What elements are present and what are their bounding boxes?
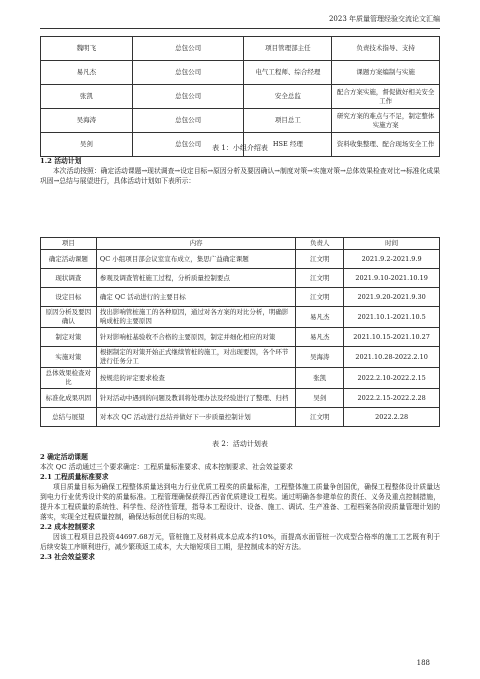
plan-header-cell: 负责人 xyxy=(296,238,344,250)
table1-caption: 表 1：小组介绍表 xyxy=(212,144,268,152)
plan-row xyxy=(41,307,440,328)
section-1-2 xyxy=(40,156,440,186)
plan-row-cell: 参观及调查管桩施工过程，分析质量控制要点 xyxy=(96,269,296,288)
team-row xyxy=(41,85,440,109)
team-row-cell: 负责技术指导、支持 xyxy=(332,37,440,61)
plan-row-cell: 2021.10.15-2021.10.27 xyxy=(344,328,440,347)
plan-row-cell: 2021.9.10-2021.10.19 xyxy=(344,269,440,288)
plan-row xyxy=(41,389,440,408)
plan-row-cell: 针对影响桩基验收不合格的主要原因，制定并细化相应的对策 xyxy=(96,328,296,347)
team-row-cell: 项目管理部主任 xyxy=(244,37,332,61)
plan-row-cell: 总体效果检查对比 xyxy=(41,368,97,389)
team-row-cell: 课题方案编制与实施 xyxy=(332,61,440,85)
header-rule xyxy=(40,28,440,29)
plan-header-cell: 时间 xyxy=(344,238,440,250)
team-row xyxy=(41,61,440,85)
team-row-cell: 总包公司 xyxy=(132,61,244,85)
team-row-cell: 吴海涛 xyxy=(41,109,133,133)
plan-row-cell: 江文明 xyxy=(296,250,344,269)
plan-row-cell: 江文明 xyxy=(296,408,344,427)
team-row-cell: 总包公司 xyxy=(132,85,244,109)
plan-row-cell: 按规范的评定要求检查 xyxy=(96,368,296,389)
running-header: 2023 年质量管理经验交流论文汇编 xyxy=(328,15,440,23)
plan-row xyxy=(41,269,440,288)
plan-row-cell: 对本次 QC 活动进行总结并做好下一步质量控制计划 xyxy=(96,408,296,427)
team-row-cell: 张凯 xyxy=(41,85,133,109)
plan-table xyxy=(40,237,440,427)
plan-row-cell: 确定 QC 活动进行的主要目标 xyxy=(96,288,296,307)
team-row-cell: 配合方案实施，督促做好相关安全工作 xyxy=(332,85,440,109)
section-1-2-paragraph: 本次活动按照：确定活动课题→现状调查→设定目标→原因分析及要因确认→制度对策→实施对策→总体效果检查对比→标准化成果巩固→总结与展望进行，具体活动计划如下表所示： xyxy=(40,167,440,185)
plan-row-cell: 吴海涛 xyxy=(296,347,344,368)
plan-row-cell: 江文明 xyxy=(296,288,344,307)
team-row-cell: 安全总监 xyxy=(244,85,332,109)
plan-row xyxy=(41,250,440,269)
plan-row-cell: 2021.9.2-2021.9.9 xyxy=(344,250,440,269)
plan-row-cell: 张凯 xyxy=(296,368,344,389)
plan-row-cell: QC 小组项目部会议室宣布成立，集思广益确定课题 xyxy=(96,250,296,269)
team-row-cell: 电气工程师、综合经理 xyxy=(244,61,332,85)
plan-row-cell: 2021.10.28-2022.2.10 xyxy=(344,347,440,368)
plan-row-cell: 易凡杰 xyxy=(296,328,344,347)
section-2-3-heading: 2.3 社会效益要求 xyxy=(40,553,95,561)
plan-header-cell: 项目 xyxy=(41,238,97,250)
team-row xyxy=(41,37,440,61)
plan-row-cell: 2022.2.28 xyxy=(344,408,440,427)
section-2-paragraph: 本次 QC 活动通过三个要求确定：工程质量标准要求、成本控制要求、社会效益要求 xyxy=(40,463,293,471)
page-number: 188 xyxy=(416,659,430,667)
plan-row xyxy=(41,347,440,368)
team-row-cell: 项目总工 xyxy=(244,109,332,133)
plan-row-cell: 确定活动课题 xyxy=(41,250,97,269)
plan-row-cell: 2022.2.15-2022.2.28 xyxy=(344,389,440,408)
plan-row-cell: 2022.2.10-2022.2.15 xyxy=(344,368,440,389)
team-table xyxy=(40,36,440,157)
team-row-cell: 总包公司 xyxy=(132,109,244,133)
table2-caption: 表 2：活动计划表 xyxy=(212,440,268,448)
plan-row xyxy=(41,408,440,427)
plan-row-cell: 现状调查 xyxy=(41,269,97,288)
plan-row xyxy=(41,328,440,347)
team-row-cell: HSE 经理 xyxy=(244,133,332,157)
section-2-2-paragraph: 因该工程项目总投资44697.68万元，管桩施工及材料成本总成本约10%，而提高水面管桩一次成型合格率的施工工艺既有利于后续安装工序顺利进行，减少繁琐返工成本，大大缩短项目工期，是控制成本的好方法。 xyxy=(40,533,440,551)
section-2-heading: 2 确定活动课题 xyxy=(40,453,88,461)
plan-row-cell: 制定对策 xyxy=(41,328,97,347)
plan-row-cell: 找出影响管桩施工的各种原因，通过对各方案的对比分析，明确影响成桩的主要原因 xyxy=(96,307,296,328)
plan-row-cell: 易凡杰 xyxy=(296,307,344,328)
team-row xyxy=(41,109,440,133)
section-1-2-heading: 1.2 活动计划 xyxy=(40,157,82,165)
plan-row-cell: 实施对策 xyxy=(41,347,97,368)
section-2-1-paragraph: 项目质量目标为确保工程整体质量达到电力行业优质工程奖的质量标准，工程整体施工质量争创国优，确保工程整体设计质量达到电力行业优秀设计奖的质量标准。工程管理确保获得江西省优质建设工程奖。通过明确各参建单位的责任、义务及重点控制措施，提升本工程质量的系统性、科学性、经济性管理，指导本工程设计、设备、施工、调试、生产准备、工程档案各阶段质量管理计划的落实，实现全过程质量控制，确保达标创优目标的实现。 xyxy=(40,483,440,521)
plan-row-cell: 根据制定的对策开始正式继续管桩的施工，对出现要因，各个环节进行任务分工 xyxy=(96,347,296,368)
team-row-cell: 资料收集整理、配合现场安全工作 xyxy=(332,133,440,157)
team-row-cell: 魏明飞 xyxy=(41,37,133,61)
plan-row-cell: 标准化成果巩固 xyxy=(41,389,97,408)
section-2-1-heading: 2.1 工程质量标准要求 xyxy=(40,473,109,481)
plan-header-cell: 内容 xyxy=(96,238,296,250)
plan-row-cell: 原因分析及要因确认 xyxy=(41,307,97,328)
plan-row-cell: 针对活动中遇到的问题及教训将处理办法及经验进行了整理、归档 xyxy=(96,389,296,408)
plan-row-cell: 2021.10.1-2021.10.5 xyxy=(344,307,440,328)
plan-row-cell: 吴剑 xyxy=(296,389,344,408)
team-row-cell: 研究方案的难点与不足，制定整体实施方案 xyxy=(332,109,440,133)
team-row-cell: 总包公司 xyxy=(132,37,244,61)
plan-row-cell: 总结与展望 xyxy=(41,408,97,427)
plan-row xyxy=(41,288,440,307)
plan-row-cell: 2021.9.20-2021.9.30 xyxy=(344,288,440,307)
team-row-cell: 吴剑 xyxy=(41,133,133,157)
team-row-cell: 易凡杰 xyxy=(41,61,133,85)
plan-row-cell: 设定目标 xyxy=(41,288,97,307)
team-row-cell: 总包公司 xyxy=(132,133,244,157)
section-2-2-heading: 2.2 成本控制要求 xyxy=(40,523,95,531)
plan-row-cell: 江文明 xyxy=(296,269,344,288)
plan-row xyxy=(41,368,440,389)
section-2 xyxy=(40,452,440,562)
